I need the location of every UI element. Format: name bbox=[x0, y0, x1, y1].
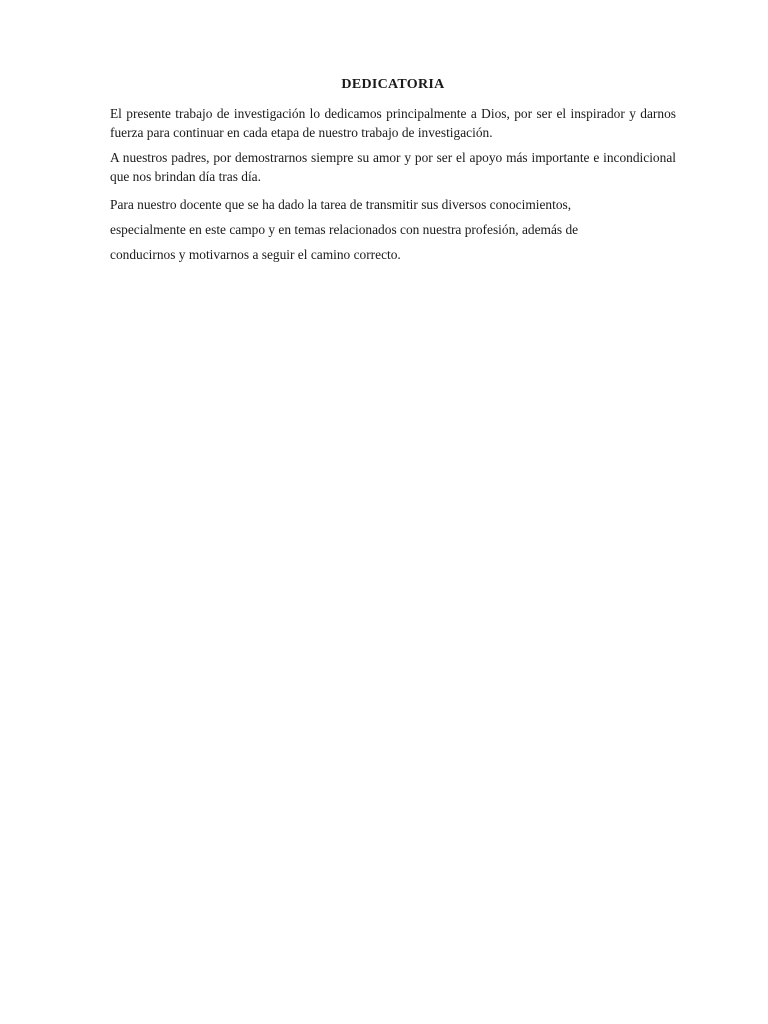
document-title: DEDICATORIA bbox=[341, 77, 445, 92]
paragraph-dedication-parents: A nuestros padres, por demostrarnos siempre su amor y por ser el apoyo más importante e incondicional que nos brindan día tras día. bbox=[110, 150, 676, 184]
paragraph-dedication-god: El presente trabajo de investigación lo dedicamos principalmente a Dios, por ser el inspirador y darnos fuerza para continuar en cada etapa de nuestro trabajo de investigación. bbox=[110, 106, 676, 140]
paragraph-line: conducirnos y motivarnos a seguir el camino correcto. bbox=[110, 247, 401, 262]
paragraph-line: especialmente en este campo y en temas relacionados con nuestra profesión, además de bbox=[110, 222, 579, 237]
document-content bbox=[110, 76, 676, 267]
paragraph-line: Para nuestro docente que se ha dado la tarea de transmitir sus diversos conocimientos, bbox=[110, 197, 572, 212]
paragraph-dedication-teacher bbox=[110, 192, 676, 267]
